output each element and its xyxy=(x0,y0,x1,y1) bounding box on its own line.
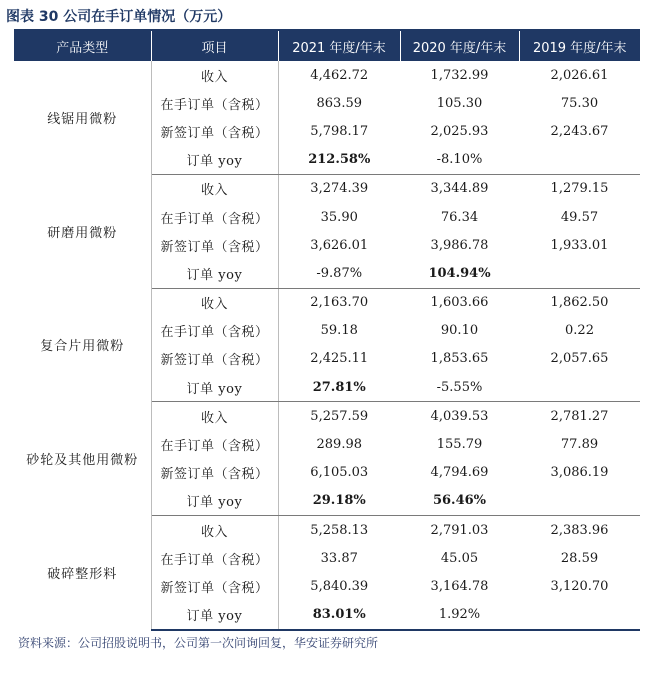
category-cell: 线锯用微粉 xyxy=(14,61,151,174)
value-2019: 2,026.61 xyxy=(550,67,609,83)
value-2020: 1,603.66 xyxy=(430,295,489,311)
table-row xyxy=(14,516,640,545)
item-cell: 在手订单（含税） xyxy=(160,325,269,341)
item-cell: 订单 yoy xyxy=(151,373,278,402)
item-cell: 收入 xyxy=(200,524,228,540)
value-2021: 35.90 xyxy=(278,203,400,231)
value-2020: 3,986.78 xyxy=(430,237,489,253)
value-2019 xyxy=(519,487,640,516)
value-2020: 4,794.69 xyxy=(430,465,489,481)
value-2019: 75.30 xyxy=(560,95,599,111)
value-2019: 49.57 xyxy=(560,209,599,225)
value-2020: 2,025.93 xyxy=(430,123,489,139)
value-2019: 3,086.19 xyxy=(550,465,609,481)
value-2019: 28.59 xyxy=(560,550,599,566)
value-2019 xyxy=(519,259,640,288)
table-row xyxy=(14,402,640,431)
item-cell: 收入 xyxy=(200,183,228,199)
value-2020: 56.46% xyxy=(400,487,519,516)
value-2021: -9.87% xyxy=(278,259,400,288)
table-row xyxy=(14,288,640,317)
item-cell: 新签订单（含税） xyxy=(160,239,269,255)
value-2021: 5,258.13 xyxy=(278,516,400,545)
value-2021: 2,163.70 xyxy=(278,288,400,317)
category-cell: 破碎整形料 xyxy=(14,516,151,630)
item-cell: 新签订单（含税） xyxy=(160,467,269,483)
value-2020: 105.30 xyxy=(436,95,483,111)
value-2021: 212.58% xyxy=(278,146,400,175)
value-2021: 59.18 xyxy=(278,317,400,345)
header-category: 产品类型 xyxy=(14,31,151,61)
value-2021: 29.18% xyxy=(278,487,400,516)
source-note: 资料来源：公司招股说明书，公司第一次问询回复，华安证券研究所 xyxy=(18,636,379,650)
value-2020: 1,732.99 xyxy=(430,67,489,83)
table-row xyxy=(14,61,640,89)
header-item: 项目 xyxy=(151,31,278,61)
value-2021: 27.81% xyxy=(278,373,400,402)
value-2019: 1,279.15 xyxy=(550,181,609,197)
orders-table xyxy=(14,31,640,631)
item-cell: 在手订单（含税） xyxy=(160,211,269,227)
value-2020: 1.92% xyxy=(400,601,519,630)
value-2020: -5.55% xyxy=(400,373,519,402)
value-2019 xyxy=(519,146,640,175)
item-cell: 新签订单（含税） xyxy=(160,125,269,141)
item-cell: 新签订单（含税） xyxy=(160,580,269,596)
value-2021: 3,274.39 xyxy=(278,174,400,203)
value-2020: 2,791.03 xyxy=(430,522,489,538)
value-2021: 6,105.03 xyxy=(278,459,400,487)
table-row xyxy=(14,174,640,203)
value-2021: 2,425.11 xyxy=(278,345,400,373)
item-cell: 订单 yoy xyxy=(151,487,278,516)
value-2019: 3,120.70 xyxy=(550,578,609,594)
value-2019: 1,933.01 xyxy=(550,237,609,253)
value-2020: 1,853.65 xyxy=(430,351,489,367)
value-2019 xyxy=(519,373,640,402)
value-2020: 155.79 xyxy=(436,437,483,453)
item-cell: 收入 xyxy=(200,297,228,313)
category-cell: 复合片用微粉 xyxy=(14,288,151,402)
item-cell: 订单 yoy xyxy=(151,259,278,288)
item-cell: 收入 xyxy=(200,410,228,426)
category-cell: 砂轮及其他用微粉 xyxy=(14,402,151,516)
value-2021: 83.01% xyxy=(278,601,400,630)
value-2019: 2,383.96 xyxy=(550,522,609,538)
value-2019: 0.22 xyxy=(565,323,594,339)
item-cell: 订单 yoy xyxy=(151,601,278,630)
value-2020: 76.34 xyxy=(440,209,479,225)
category-cell: 研磨用微粉 xyxy=(14,174,151,288)
value-2021: 289.98 xyxy=(278,430,400,458)
table-header-row xyxy=(14,31,640,61)
header-2019: 2019 年度/年末 xyxy=(519,31,640,61)
value-2020: 3,164.78 xyxy=(430,578,489,594)
value-2019: 2,781.27 xyxy=(550,408,609,424)
header-2020: 2020 年度/年末 xyxy=(400,31,519,61)
item-cell: 收入 xyxy=(200,69,228,85)
item-cell: 在手订单（含税） xyxy=(160,439,269,455)
value-2021: 5,257.59 xyxy=(278,402,400,431)
figure-title: 图表 30 公司在手订单情况（万元） xyxy=(6,9,232,25)
value-2020: 90.10 xyxy=(440,323,479,339)
value-2020: -8.10% xyxy=(400,146,519,175)
item-cell: 在手订单（含税） xyxy=(160,552,269,568)
value-2019: 77.89 xyxy=(560,437,599,453)
value-2021: 4,462.72 xyxy=(278,61,400,89)
value-2020: 3,344.89 xyxy=(430,181,489,197)
item-cell: 订单 yoy xyxy=(151,146,278,175)
value-2019: 2,057.65 xyxy=(550,351,609,367)
value-2019: 2,243.67 xyxy=(550,123,609,139)
value-2021: 863.59 xyxy=(278,89,400,117)
value-2019 xyxy=(519,601,640,630)
item-cell: 在手订单（含税） xyxy=(160,97,269,113)
value-2020: 4,039.53 xyxy=(430,408,489,424)
value-2021: 5,798.17 xyxy=(278,117,400,145)
value-2021: 3,626.01 xyxy=(278,231,400,259)
value-2020: 104.94% xyxy=(400,259,519,288)
value-2021: 5,840.39 xyxy=(278,572,400,600)
value-2020: 45.05 xyxy=(440,550,479,566)
header-2021: 2021 年度/年末 xyxy=(278,31,400,61)
item-cell: 新签订单（含税） xyxy=(160,353,269,369)
value-2019: 1,862.50 xyxy=(550,295,609,311)
value-2021: 33.87 xyxy=(278,544,400,572)
